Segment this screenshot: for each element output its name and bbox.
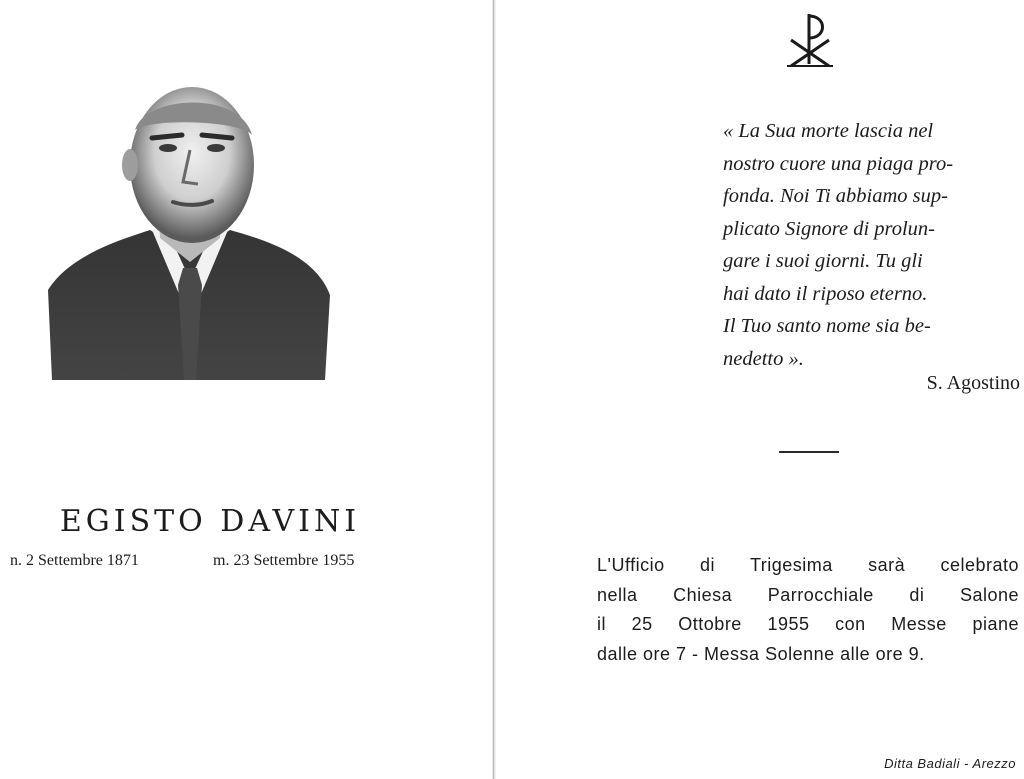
quote-line: gare i suoi giorni. Tu gli (723, 250, 923, 272)
portrait-photo (40, 80, 340, 390)
quote-text (723, 115, 1017, 375)
quote-line: fonda. Noi Ti abbiamo sup- (723, 185, 948, 207)
death-date: m. 23 Settembre 1955 (213, 552, 355, 569)
left-panel (0, 0, 493, 779)
quote-author: S. Agostino (926, 372, 1020, 394)
deceased-name: EGISTO DAVINI (59, 504, 361, 539)
divider (779, 451, 839, 453)
mass-notice (597, 551, 1019, 669)
right-panel (497, 0, 1024, 779)
quote-line: « La Sua morte lascia nel (723, 120, 934, 142)
chi-rho-icon (785, 10, 837, 68)
quote-line: nostro cuore una piaga pro- (723, 152, 954, 175)
birth-date: n. 2 Settembre 1871 (10, 552, 139, 569)
quote-line: nedetto ». (723, 347, 804, 370)
printer-credit: Ditta Badiali - Arezzo (884, 756, 1016, 771)
quote-line: plicato Signore di prolun- (723, 217, 936, 240)
notice-line: il 25 Ottobre 1955 con Messe piane (597, 614, 1019, 634)
notice-line: L'Ufficio di Trigesima sarà celebrato (597, 555, 1019, 575)
quote-line: hai dato il riposo eterno. (723, 282, 928, 305)
quote-line: Il Tuo santo nome sia be- (723, 315, 931, 337)
notice-line: dalle ore 7 - Messa Solenne alle ore 9. (597, 643, 925, 664)
notice-line: nella Chiesa Parrocchiale di Salone (597, 584, 1019, 605)
card-fold (492, 0, 496, 779)
